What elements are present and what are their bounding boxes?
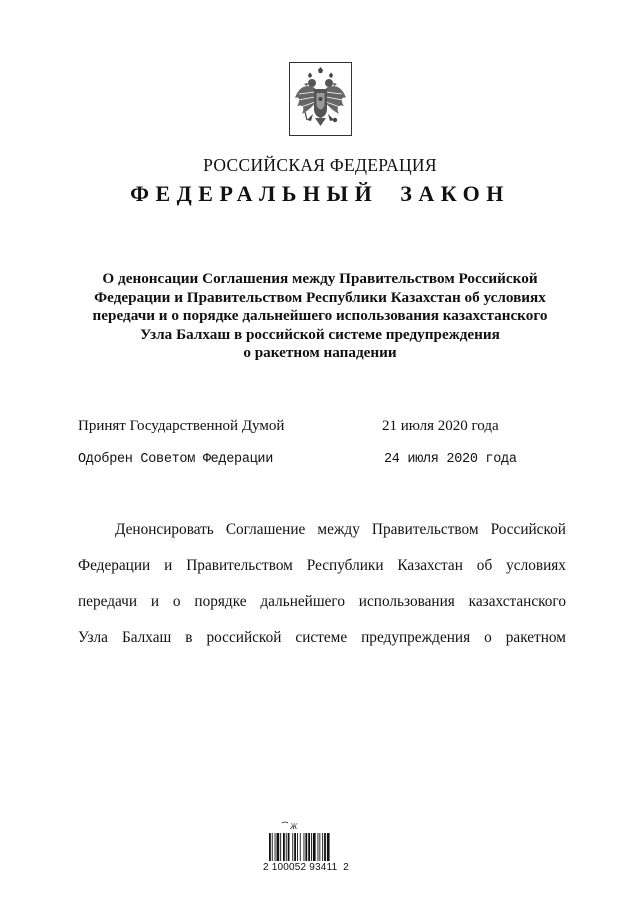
barcode-bar	[269, 833, 271, 861]
law-title	[80, 270, 560, 363]
barcode-bar	[297, 833, 298, 861]
barcode-bar	[286, 833, 287, 861]
barcode-bar	[283, 833, 285, 861]
body-word: ракетном	[505, 629, 566, 646]
body-word: системе	[295, 629, 348, 646]
law-title-line: Федерации и Правительством Республики Казахстан об условиях	[94, 288, 546, 306]
body-word: о	[172, 593, 181, 610]
law-title-line: Узла Балхаш в российской системе предупреждения	[140, 325, 500, 343]
barcode-number: 2 100052 93411 2	[263, 862, 350, 873]
body-word: Денонсировать	[115, 521, 214, 538]
barcode-bar	[322, 833, 323, 861]
coat-of-arms-emblem	[289, 62, 352, 136]
body-word: казахстанского	[468, 593, 566, 610]
body-word: дальнейшего	[260, 593, 345, 610]
body-word: Федерации	[78, 557, 151, 574]
body-word: о	[484, 629, 492, 646]
barcode-bar	[292, 833, 293, 861]
body-line	[78, 512, 566, 548]
barcode-bar	[277, 833, 280, 861]
body-word: предупреждения	[361, 629, 471, 646]
law-type-word-2: ЗАКОН	[400, 181, 510, 206]
body-word: Правительством	[186, 557, 293, 574]
barcode-bar	[327, 833, 330, 861]
body-word: порядке	[194, 593, 247, 610]
barcode-bar	[288, 833, 290, 861]
law-title-line: передачи и о порядке дальнейшего использования казахстанского	[92, 307, 548, 324]
barcode-bar	[272, 833, 273, 861]
double-headed-eagle-icon	[289, 62, 352, 136]
body-word: условиях	[506, 557, 566, 574]
body-word: Узла	[78, 629, 108, 646]
barcode-graphic	[268, 820, 350, 862]
law-title-line: О денонсации Соглашения между Правительством Российской	[102, 270, 538, 287]
body-word: между	[317, 521, 360, 538]
barcode-bar	[275, 833, 276, 861]
council-date: 24 июля 2020 года	[384, 452, 517, 467]
barcode-bar	[280, 833, 281, 861]
body-word: Российской	[490, 521, 566, 538]
body-line	[78, 620, 566, 656]
law-type-word-1: ФЕДЕРАЛЬНЫЙ	[130, 181, 379, 206]
barcode-bar	[305, 833, 307, 861]
body-word: российской	[206, 629, 282, 646]
body-word: в	[185, 629, 193, 646]
council-label: Одобрен Советом Федерации	[78, 452, 274, 467]
duma-date: 21 июля 2020 года	[382, 418, 499, 434]
body-word: Правительством	[371, 521, 479, 538]
body-word: и	[164, 557, 173, 574]
barcode-bar	[313, 833, 316, 861]
law-type-heading	[0, 181, 640, 207]
barcode-bar	[311, 833, 312, 861]
barcode-bar	[304, 833, 305, 861]
body-word: передачи	[78, 593, 138, 610]
barcode-bar	[308, 833, 310, 861]
body-word: Республики	[306, 557, 384, 574]
body-line	[78, 548, 566, 584]
duma-label: Принят Государственной Думой	[78, 418, 285, 434]
body-word: об	[476, 557, 493, 574]
barcode-bar	[318, 833, 319, 861]
body-line	[78, 584, 566, 620]
body-word: и	[150, 593, 160, 610]
law-body-text	[78, 512, 566, 656]
barcode-bar	[294, 833, 296, 861]
barcode-bar	[319, 833, 320, 861]
body-word: Казахстан	[397, 557, 463, 574]
barcode-bar	[300, 833, 301, 861]
barcode-bar	[324, 833, 326, 861]
barcode-stamp-text: Ж	[290, 822, 298, 831]
body-word: использования	[358, 593, 455, 610]
law-title-line: о ракетном нападении	[243, 344, 397, 361]
body-word: Балхаш	[121, 629, 172, 646]
body-word: Соглашение	[225, 521, 306, 538]
country-name: РОССИЙСКАЯ ФЕДЕРАЦИЯ	[203, 155, 437, 175]
